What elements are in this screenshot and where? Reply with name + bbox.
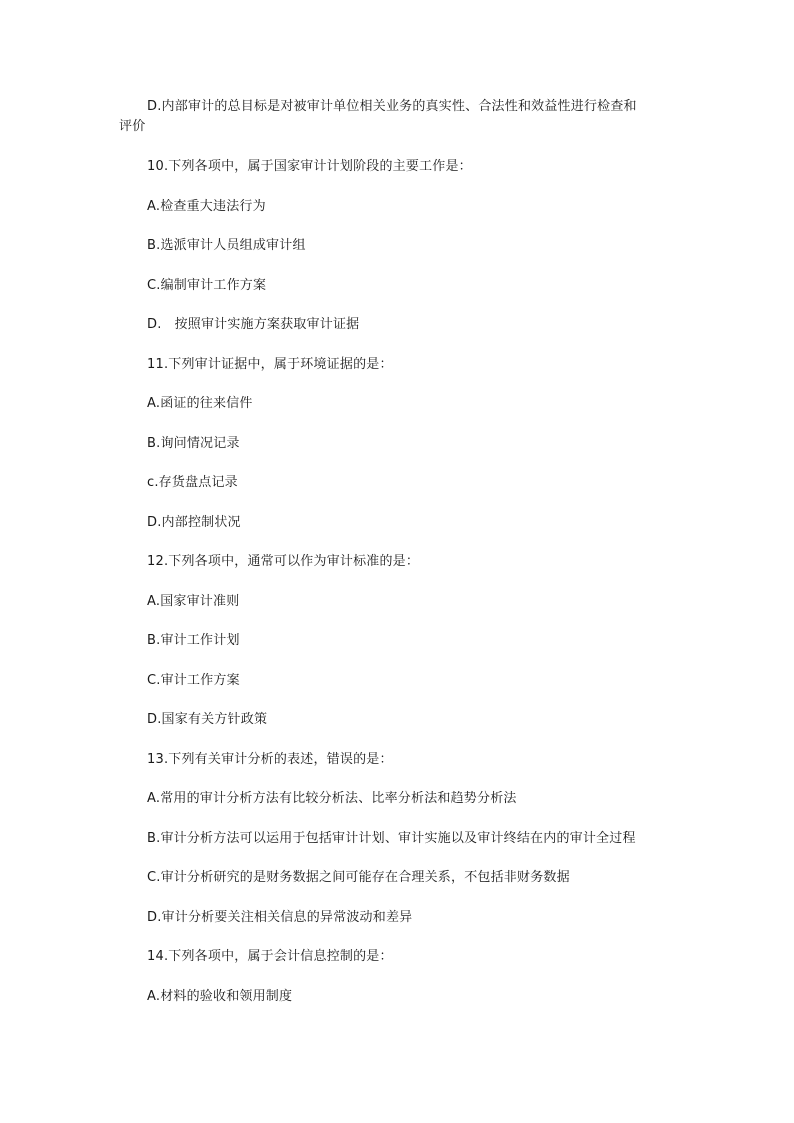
question-11-option-a: A.函证的往来信件 [147,396,253,411]
question-12-stem: 12.下列各项中，通常可以作为审计标准的是： [147,554,420,569]
question-12-option-a: A.国家审计准则 [147,594,240,609]
question-10-option-d: D. 按照审计实施方案获取审计证据 [147,317,360,332]
question-10-option-a: A.检查重大违法行为 [147,199,266,214]
question-11-stem: 11.下列审计证据中，属于环境证据的是： [147,357,393,372]
question-14-option-a: A.材料的验收和领用制度 [147,989,293,1004]
question-11-option-b: B.询问情况记录 [147,436,240,451]
question-13-option-a: A.常用的审计分析方法有比较分析法、比率分析法和趋势分析法 [147,791,517,806]
question-11-option-d: D.内部控制状况 [147,515,241,530]
prev-question-option-d: D.内部审计的总目标是对被审计单位相关业务的真实性、合法性和效益性进行检查和 [147,99,637,114]
question-10-stem: 10.下列各项中，属于国家审计计划阶段的主要工作是： [147,159,472,174]
question-13-option-c: C.审计分析研究的是财务数据之间可能存在合理关系，不包括非财务数据 [147,870,570,885]
question-12-option-d: D.国家有关方针政策 [147,712,268,727]
question-13-option-d: D.审计分析要关注相关信息的异常波动和差异 [147,910,413,925]
question-10-option-c: C.编制审计工作方案 [147,278,267,293]
prev-question-option-d-continued: 评价 [119,119,146,134]
question-12-option-c: C.审计工作方案 [147,673,240,688]
question-14-stem: 14.下列各项中，属于会计信息控制的是： [147,949,393,964]
question-12-option-b: B.审计工作计划 [147,633,240,648]
question-13-stem: 13.下列有关审计分析的表述，错误的是： [147,752,393,767]
question-11-option-c: c.存货盘点记录 [147,475,238,490]
question-13-option-b: B.审计分析方法可以运用于包括审计计划、审计实施以及审计终结在内的审计全过程 [147,831,636,846]
question-10-option-b: B.选派审计人员组成审计组 [147,238,306,253]
